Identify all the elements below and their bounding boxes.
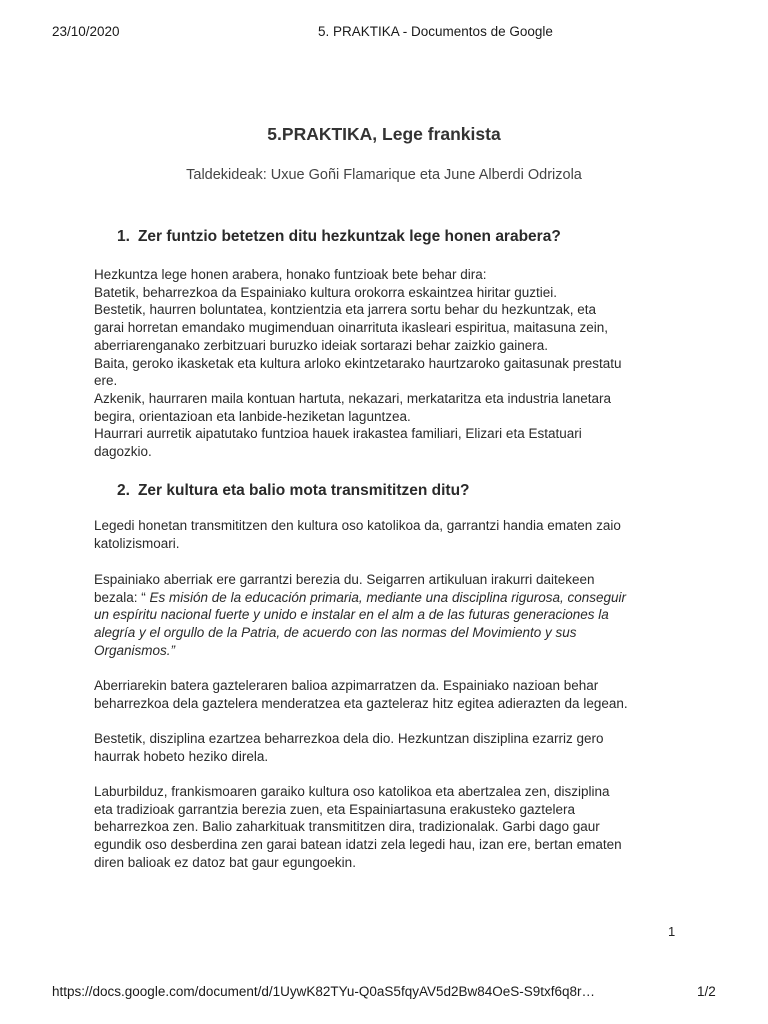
text-line: katolizismoari. xyxy=(94,535,180,551)
answer-1-paragraph xyxy=(94,266,679,461)
answer-2-paragraph-5 xyxy=(94,783,679,872)
document-title: 5.PRAKTIKA, Lege frankista xyxy=(267,124,501,144)
text-line: beharrezkoa zen. Balio zaharkituak transmititzen dira, tradizionalak. Garbi dago gaur xyxy=(94,819,600,835)
print-header xyxy=(0,24,768,42)
text-line: Aberriarekin batera gazteleraren balioa azpimarratzen da. Espainiako nazioan behar xyxy=(94,678,599,693)
quote-text: Organismos.” xyxy=(94,642,176,658)
text-line: Hezkuntza lege honen arabera, honako funtzioak bete behar dira: xyxy=(94,267,487,282)
text-line: garai horretan emandako mugimenduan oinarrituta ikasleari espiritua, maitasuna zein, xyxy=(94,320,609,336)
answer-2-paragraph-2 xyxy=(94,571,679,660)
question-1-number: 1. xyxy=(117,228,130,245)
text-line: diren balioak ez datoz bat gaur egungoekin. xyxy=(94,854,356,870)
text-line: Laburbilduz, frankismoaren garaiko kultura oso katolikoa eta abertzalea zen, disziplina xyxy=(94,784,610,799)
quote-text: Es misión de la educación primaria, mediante una disciplina rigurosa, conseguir xyxy=(145,589,627,605)
text-line: eta tradizioak garrantzia berezia zuen, eta Espainiartasuna erakusteko gaztelera xyxy=(94,801,576,817)
question-1-heading xyxy=(117,228,561,246)
question-2-heading xyxy=(117,482,470,500)
quote-lead-in: bezala: “ xyxy=(94,589,146,605)
text-line: egundik oso desberdina zen garai batean idatzi zela legedi hau, izan ere, bertan ematen xyxy=(94,837,622,853)
text-line xyxy=(94,624,679,642)
text-line: Batetik, beharrezkoa da Espainiako kultura orokorra eskaintzea hiritar guztiei. xyxy=(94,284,557,300)
text-line: Legedi honetan transmititzen den kultura oso katolikoa da, garrantzi handia ematen zaio xyxy=(94,518,621,533)
print-url: https://docs.google.com/document/d/1UywK82TYu-Q0aS5fqyAV5d2Bw84OeS-S9txf6q8r… xyxy=(52,984,596,999)
print-pager: 1/2 xyxy=(697,984,716,999)
print-doc-title: 5. PRAKTIKA - Documentos de Google xyxy=(318,24,553,39)
text-line: Bestetik, haurren boluntatea, kontzientzia eta jarrera sortu behar du hezkuntzak, eta xyxy=(94,302,597,318)
text-line: dagozkio. xyxy=(94,444,152,460)
print-footer xyxy=(0,984,768,1002)
answer-2-paragraph-3 xyxy=(94,677,679,712)
text-line: aberriarenganako zerbitzuari buruzko ideiak sortarazi behar zaizkio gainera. xyxy=(94,337,548,353)
text-line: haurrak hobeto heziko direla. xyxy=(94,748,269,764)
question-1-text: Zer funtzio betetzen ditu hezkuntzak lege honen arabera? xyxy=(137,228,561,245)
question-2-text: Zer kultura eta balio mota transmititzen ditu? xyxy=(137,482,470,499)
text-line: beharrezkoa dela gaztelera menderatzea eta gazteleraz hitz egitea adierazten da legean. xyxy=(94,695,628,711)
quote-text: un espíritu nacional fuerte y unido e instalar en el alm a de las futuras generaciones la xyxy=(94,607,609,623)
text-line: begira, orientazioan eta lanbide-heziketan laguntzea. xyxy=(94,408,411,424)
text-line: ere. xyxy=(94,373,118,389)
print-date: 23/10/2020 xyxy=(52,24,120,39)
text-line: Baita, geroko ikasketak eta kultura arloko ekintzetarako haurtzaroko gaitasunak prestatu xyxy=(94,355,622,371)
text-line xyxy=(94,642,679,660)
text-line: Azkenik, haurraren maila kontuan hartuta, nekazari, merkataritza eta industria lanetara xyxy=(94,390,612,406)
question-2-number: 2. xyxy=(117,482,130,499)
text-line: Espainiako aberriak ere garrantzi berezia du. Seigarren artikuluan irakurri daitekeen xyxy=(94,572,595,587)
text-line xyxy=(94,606,679,624)
quote-text: alegría y el orgullo de la Patria, de acuerdo con las normas del Movimiento y sus xyxy=(94,625,577,641)
text-line: Bestetik, disziplina ezartzea beharrezkoa dela dio. Hezkuntzan disziplina ezarriz gero xyxy=(94,731,604,746)
answer-2-paragraph-4 xyxy=(94,730,679,765)
text-line xyxy=(94,589,679,607)
team-members: Taldekideak: Uxue Goñi Flamarique eta June Alberdi Odrizola xyxy=(186,167,582,183)
answer-2-paragraph-1 xyxy=(94,517,679,552)
text-line: Haurrari aurretik aipatutako funtzioa hauek irakastea familiari, Elizari eta Estatuari xyxy=(94,426,582,442)
page-number: 1 xyxy=(668,924,676,939)
